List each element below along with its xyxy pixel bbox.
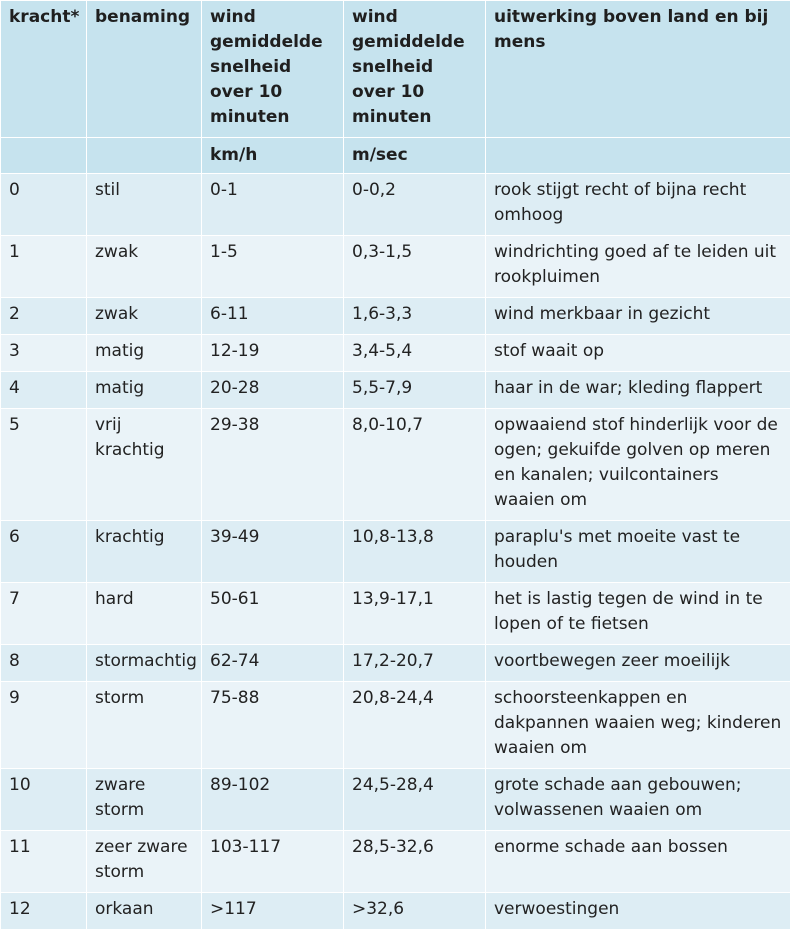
cell-ms: 28,5-32,6: [344, 831, 486, 893]
cell-benaming: zware storm: [87, 769, 202, 831]
table-row: [1, 409, 790, 521]
cell-ms: 13,9-17,1: [344, 583, 486, 645]
cell-kmh: 6-11: [202, 298, 344, 335]
cell-benaming: hard: [87, 583, 202, 645]
cell-ms: 0-0,2: [344, 174, 486, 236]
cell-kmh: 75-88: [202, 682, 344, 769]
cell-kracht: 1: [1, 236, 87, 298]
cell-uitwerking: haar in de war; kleding flappert: [486, 372, 790, 409]
cell-kmh: 103-117: [202, 831, 344, 893]
cell-kmh: 39-49: [202, 521, 344, 583]
cell-benaming: matig: [87, 335, 202, 372]
cell-kmh: 50-61: [202, 583, 344, 645]
header-kracht: kracht*: [1, 1, 87, 138]
table-row: [1, 893, 790, 930]
cell-uitwerking: grote schade aan gebouwen; volwassenen waaien om: [486, 769, 790, 831]
cell-ms: 5,5-7,9: [344, 372, 486, 409]
cell-kmh: >117: [202, 893, 344, 930]
cell-kmh: 0-1: [202, 174, 344, 236]
cell-kracht: 7: [1, 583, 87, 645]
cell-kracht: 5: [1, 409, 87, 521]
cell-benaming: orkaan: [87, 893, 202, 930]
unit-cell: [1, 138, 87, 174]
table-row: [1, 583, 790, 645]
table-row: [1, 831, 790, 893]
unit-ms: m/sec: [344, 138, 486, 174]
cell-ms: 3,4-5,4: [344, 335, 486, 372]
cell-kracht: 4: [1, 372, 87, 409]
cell-kracht: 0: [1, 174, 87, 236]
cell-uitwerking: schoorsteenkappen en dakpannen waaien weg; kinderen waaien om: [486, 682, 790, 769]
unit-cell: [87, 138, 202, 174]
cell-benaming: storm: [87, 682, 202, 769]
table-row: [1, 298, 790, 335]
table-body: [1, 174, 790, 930]
table-row: [1, 174, 790, 236]
cell-uitwerking: voortbewegen zeer moeilijk: [486, 645, 790, 682]
cell-kracht: 6: [1, 521, 87, 583]
cell-uitwerking: rook stijgt recht of bijna recht omhoog: [486, 174, 790, 236]
cell-benaming: zwak: [87, 236, 202, 298]
cell-kmh: 12-19: [202, 335, 344, 372]
cell-kmh: 29-38: [202, 409, 344, 521]
table-row: [1, 335, 790, 372]
table-row: [1, 236, 790, 298]
cell-kracht: 10: [1, 769, 87, 831]
cell-kracht: 9: [1, 682, 87, 769]
table-header: [1, 1, 790, 174]
cell-uitwerking: paraplu's met moeite vast te houden: [486, 521, 790, 583]
cell-uitwerking: wind merkbaar in gezicht: [486, 298, 790, 335]
cell-kracht: 12: [1, 893, 87, 930]
table-row: [1, 769, 790, 831]
table-row: [1, 682, 790, 769]
cell-benaming: stormachtig: [87, 645, 202, 682]
header-benaming: benaming: [87, 1, 202, 138]
cell-kmh: 62-74: [202, 645, 344, 682]
cell-kracht: 11: [1, 831, 87, 893]
cell-ms: 10,8-13,8: [344, 521, 486, 583]
cell-ms: 17,2-20,7: [344, 645, 486, 682]
cell-ms: 0,3-1,5: [344, 236, 486, 298]
cell-uitwerking: stof waait op: [486, 335, 790, 372]
cell-uitwerking: het is lastig tegen de wind in te lopen of te fietsen: [486, 583, 790, 645]
cell-benaming: zwak: [87, 298, 202, 335]
header-row: [1, 1, 790, 138]
table-row: [1, 372, 790, 409]
cell-benaming: vrij krachtig: [87, 409, 202, 521]
cell-uitwerking: opwaaiend stof hinderlijk voor de ogen; gekuifde golven op meren en kanalen; vuilcontainers waaien om: [486, 409, 790, 521]
cell-uitwerking: verwoestingen: [486, 893, 790, 930]
table-row: [1, 521, 790, 583]
cell-kmh: 89-102: [202, 769, 344, 831]
cell-uitwerking: enorme schade aan bossen: [486, 831, 790, 893]
header-wind-kmh: wind gemiddelde snelheid over 10 minuten: [202, 1, 344, 138]
unit-kmh: km/h: [202, 138, 344, 174]
cell-kmh: 20-28: [202, 372, 344, 409]
cell-benaming: krachtig: [87, 521, 202, 583]
cell-kracht: 8: [1, 645, 87, 682]
cell-ms: 8,0-10,7: [344, 409, 486, 521]
cell-benaming: zeer zware storm: [87, 831, 202, 893]
cell-kmh: 1-5: [202, 236, 344, 298]
cell-kracht: 3: [1, 335, 87, 372]
unit-cell: [486, 138, 790, 174]
table-row: [1, 645, 790, 682]
cell-ms: 1,6-3,3: [344, 298, 486, 335]
cell-uitwerking: windrichting goed af te leiden uit rookpluimen: [486, 236, 790, 298]
cell-kracht: 2: [1, 298, 87, 335]
units-row: [1, 138, 790, 174]
cell-ms: >32,6: [344, 893, 486, 930]
header-uitwerking: uitwerking boven land en bij mens: [486, 1, 790, 138]
cell-benaming: matig: [87, 372, 202, 409]
cell-benaming: stil: [87, 174, 202, 236]
cell-ms: 20,8-24,4: [344, 682, 486, 769]
header-wind-ms: wind gemiddelde snelheid over 10 minuten: [344, 1, 486, 138]
cell-ms: 24,5-28,4: [344, 769, 486, 831]
